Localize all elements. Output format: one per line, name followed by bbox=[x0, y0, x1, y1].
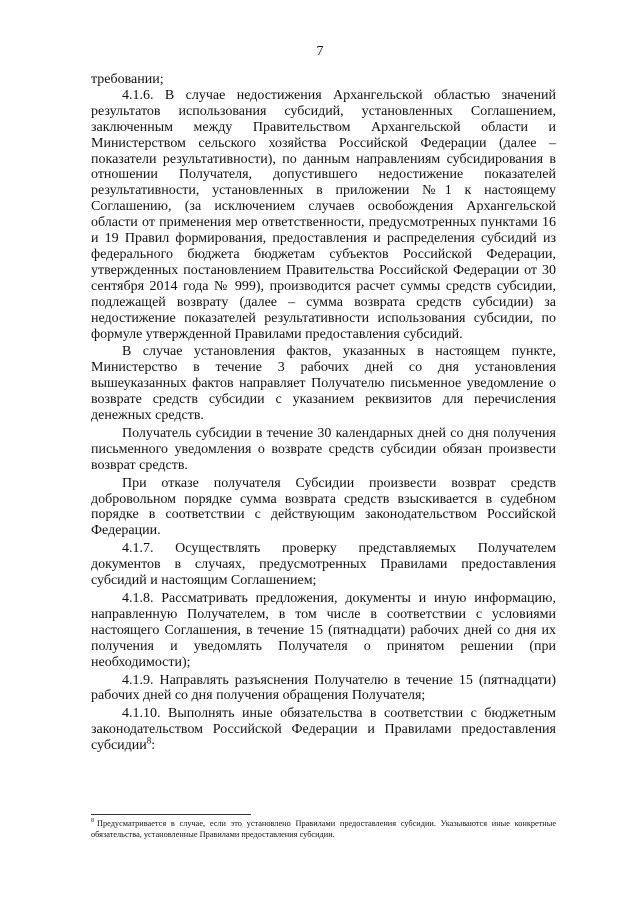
paragraph-4-1-10-end: : bbox=[151, 738, 156, 754]
paragraph-4-1-8: 4.1.8. Рассматривать предложения, документы и иную информацию, направленную Получателем, в том числе в соответствии с условиями настоящего Соглашения, в течение 15 (пятнадцати) рабочих дней со дня их получения и уведомлять Получателя о принятом решении (при необходимости); bbox=[91, 591, 556, 670]
document-body bbox=[91, 72, 556, 754]
paragraph-4-1-6: 4.1.6. В случае недостижения Архангельской областью значений результатов использования субсидий, установленных Соглашением, заключенным между Правительством Архангельской области и Министерством сельского хозяйства Российской Федерации (далее – показатели результативности), по данным направлениям субсидирования в отношении Получателя, допустившего недостижение показателей результативности, установленных в приложении №1 к настоящему Соглашению, (за исключением случаев освобождения Архангельской области от применения мер ответственности, предусмотренных пунктами 16 и 19 Правил формирования, предоставления и распределения субсидий из федерального бюджета бюджетам субъектов Российской Федерации, утвержденных постановлением Правительства Российской Федерации от 30 сентября 2014 года № 999), производится расчет суммы средств субсидии, подлежащей возврату (далее – сумма возврата средств субсидии) за недостижение показателей результативности использования субсидии, по формуле утвержденной Правилами предоставления субсидий. bbox=[91, 87, 556, 342]
footnote-divider bbox=[91, 814, 251, 815]
paragraph-continuation: требовании; bbox=[91, 72, 164, 87]
page-number: 7 bbox=[316, 44, 324, 59]
paragraph-4-1-7: 4.1.7. Осуществлять проверку представляемых Получателем документов в случаях, предусмотренных Правилами предоставления субсидий и настоящим Соглашением; bbox=[91, 541, 556, 589]
paragraph-notification: В случае установления фактов, указанных в настоящем пункте, Министерство в течение 3 рабочих дней со дня установления вышеуказанных фактов направляет Получателю письменное уведомление о возврате средств субсидии с указанием реквизитов для перечисления денежных средств. bbox=[91, 344, 556, 424]
paragraph-recipient-return: Получатель субсидии в течение 30 календарных дней со дня получения письменного уведомления о возврате средств субсидии обязан произвести возврат средств. bbox=[91, 425, 556, 473]
footnote-reference: 8 bbox=[146, 735, 152, 746]
paragraph-4-1-10 bbox=[91, 706, 556, 754]
paragraph-4-1-9: 4.1.9. Направлять разъяснения Получателю в течение 15 (пятнадцати) рабочих дней со дня получения обращения Получателя; bbox=[91, 672, 556, 704]
paragraph-refusal: При отказе получателя Субсидии произвести возврат средств добровольном порядке сумма возврата средств взыскивается в судебном порядке в соответствии с действующим законодательством Российской Федерации. bbox=[91, 475, 556, 539]
footnote-number: 8 bbox=[91, 818, 94, 825]
footnote bbox=[91, 818, 556, 840]
paragraph-4-1-10-text: 4.1.10. Выполнять иные обязательства в соответствии с бюджетным законодательством Российской Федерации и Правилами предоставления субсидии bbox=[91, 706, 556, 754]
footnote-text: Предусматривается в случае, если это установлено Правилами предоставления субсидии. Указываются иные конкретные обязательства, установленные Правилами предоставления субсидии. bbox=[91, 819, 556, 839]
